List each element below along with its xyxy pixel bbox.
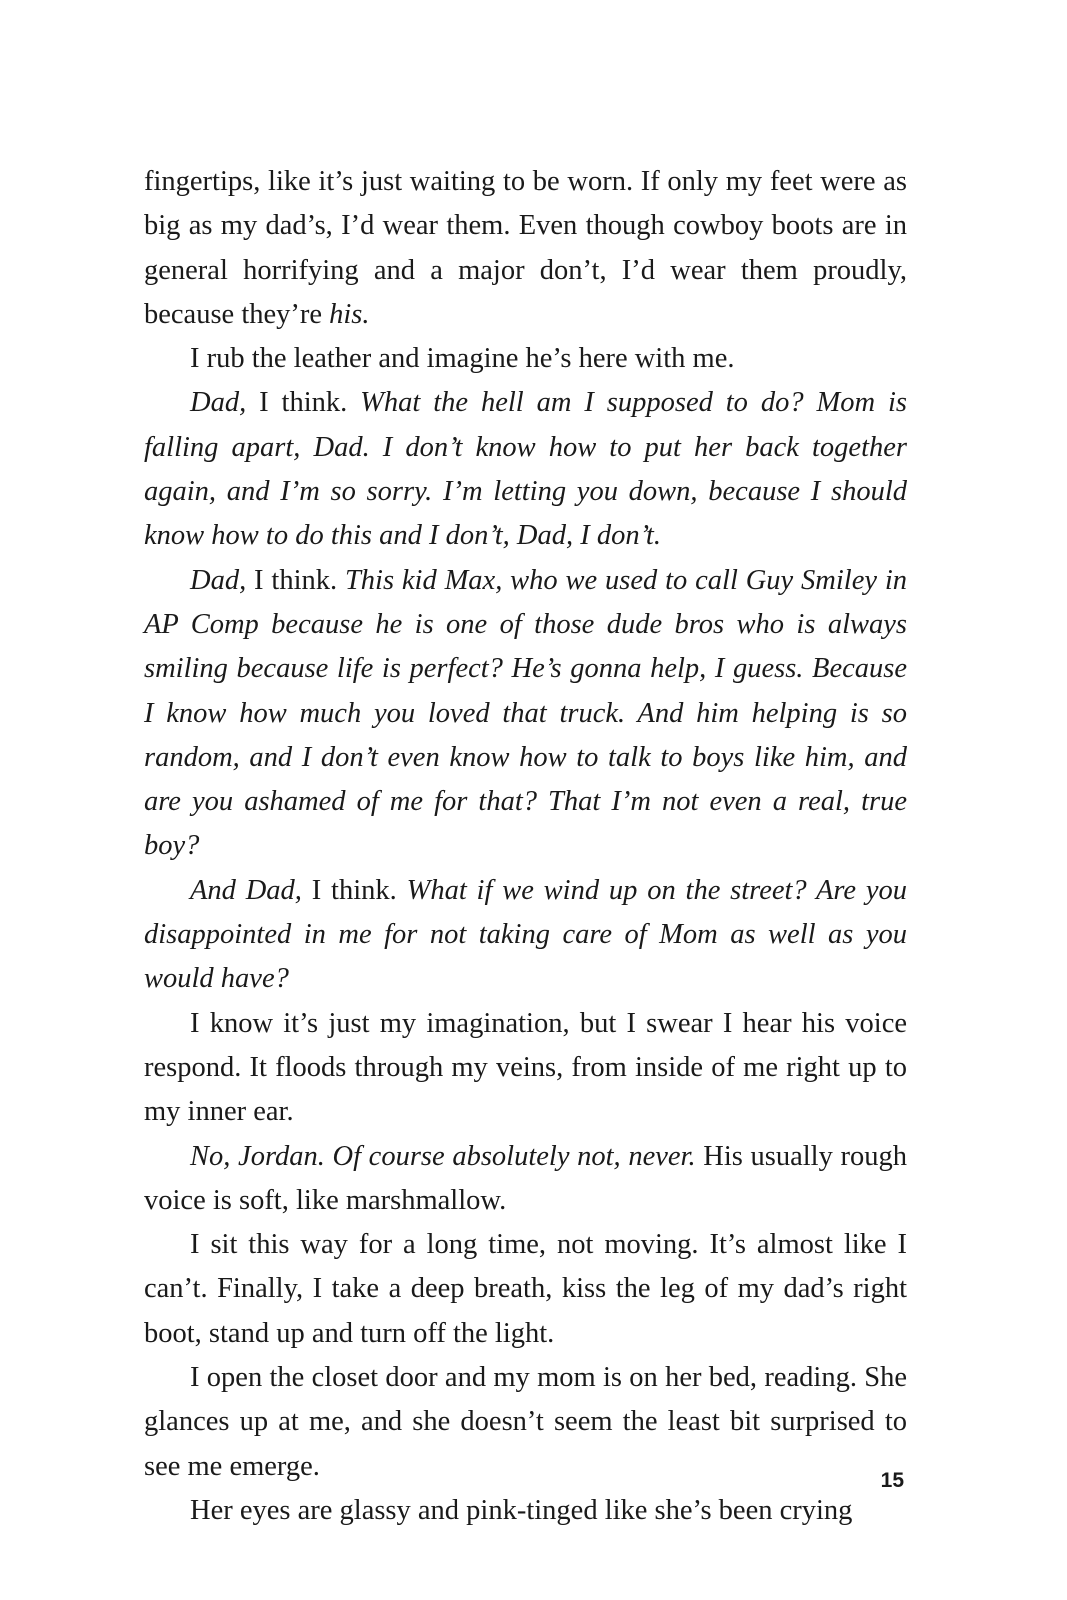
text-run: I sit this way for a long time, not moving. It’s almost like I can’t. Finally, I take a deep breath, kiss the leg of my dad’s right boot, stand up and turn off the light. [144, 1229, 907, 1349]
text-run-italic: This kid Max, who we used to call Guy Smiley in AP Comp because he is one of those dude bros who is always smiling because life is perfect? He’s gonna help, I guess. Because I know how much you loved that truck. And him helping is so random, and I don’t even know how to talk to boys like him, and are you ashamed of me for that? That I’m not even a real, true boy? [144, 564, 908, 862]
text-run-italic: No, Jordan. Of course absolutely not, never. [190, 1140, 696, 1172]
text-run-italic: Dad, [190, 564, 247, 596]
text-run-italic: What if we wind up on the street? Are you disappointed in me for not taking care of Mom as well as you would have? [144, 874, 908, 995]
body-text [144, 160, 907, 1533]
paragraph [144, 1489, 907, 1533]
text-run: His usually rough voice is soft, like marshmallow. [144, 1140, 907, 1216]
paragraph [144, 1002, 907, 1135]
text-run-italic: And Dad, [190, 874, 302, 906]
paragraph [144, 337, 907, 381]
paragraph [144, 381, 907, 558]
text-run: I think. [246, 387, 361, 419]
text-run: Her eyes are glassy and pink-tinged like she’s been crying [190, 1494, 853, 1526]
text-run: I think. [246, 564, 345, 596]
page-number: 15 [880, 1469, 904, 1492]
text-run-italic: What the hell am I supposed to do? Mom is falling apart, Dad. I don’t know how to put her back together again, and I’m so sorry. I’m letting you down, because I should know how to do this and I don’t, Dad, I don’t. [144, 387, 908, 552]
paragraph [144, 869, 907, 1002]
text-run: I know it’s just my imagination, but I swear I hear his voice respond. It floods through my veins, from inside of me right up to my inner ear. [144, 1007, 907, 1128]
text-run-italic: his. [329, 298, 370, 330]
text-run: fingertips, like it’s just waiting to be worn. If only my feet were as big as my dad’s, I’d wear them. Even though cowboy boots are in general horrifying and a major don’t, I’d wear them proudly, because they’re [144, 166, 907, 330]
paragraph [144, 160, 907, 337]
text-run: I think. [301, 874, 407, 906]
paragraph [144, 1135, 907, 1224]
text-run: I open the closet door and my mom is on her bed, reading. She glances up at me, and she doesn’t seem the least bit surprised to see me emerge. [144, 1362, 907, 1482]
text-run: I rub the leather and imagine he’s here with me. [190, 343, 735, 375]
paragraph [144, 1223, 907, 1356]
paragraph [144, 1356, 907, 1489]
paragraph [144, 559, 907, 869]
text-run-italic: Dad, [190, 387, 247, 419]
